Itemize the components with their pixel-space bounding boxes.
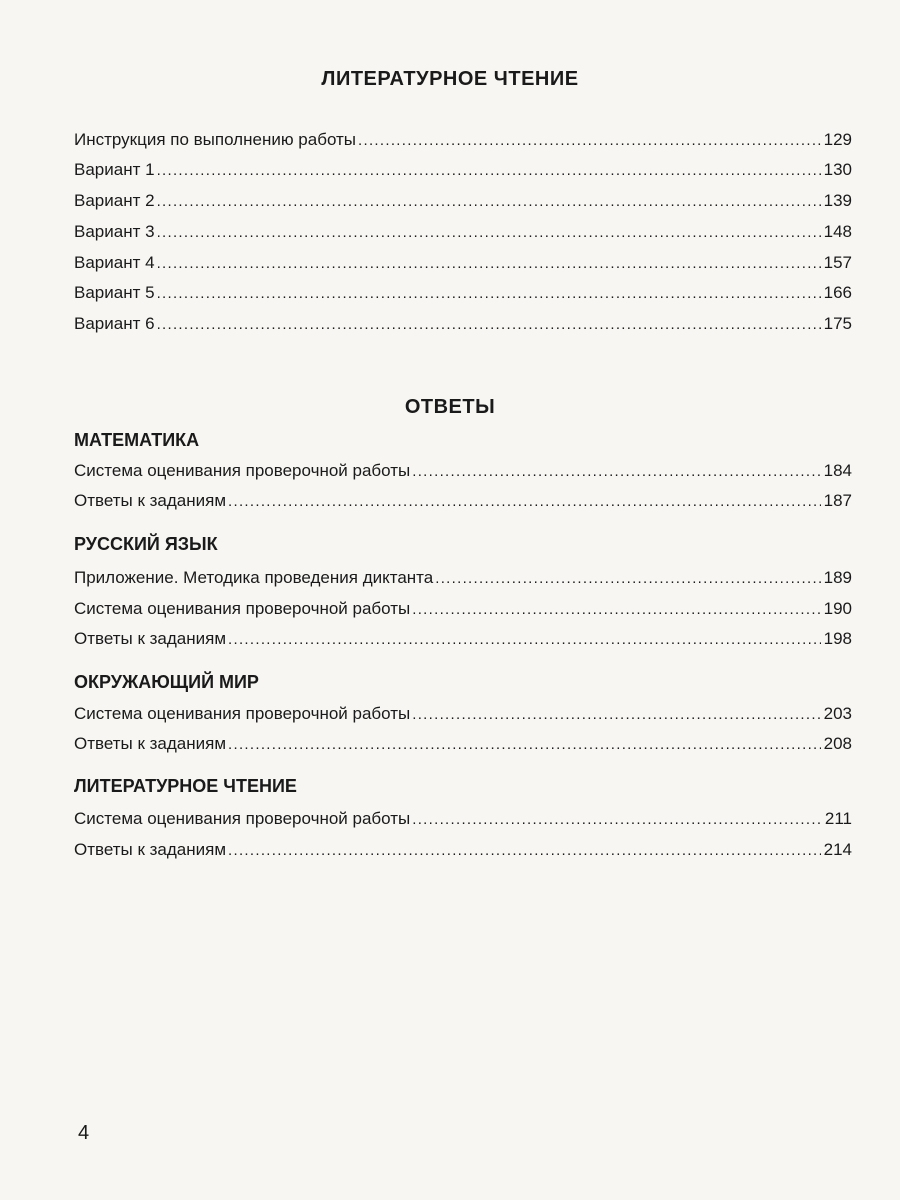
toc-entry-page: 203 xyxy=(823,704,852,723)
toc-row xyxy=(74,458,852,484)
dot-leader xyxy=(228,732,821,758)
toc-entry-page: 190 xyxy=(823,599,852,618)
toc-row xyxy=(74,157,852,183)
subject-heading: ОКРУЖАЮЩИЙ МИР xyxy=(74,672,259,692)
toc-row xyxy=(74,488,852,514)
toc-entry-page: 184 xyxy=(823,461,852,480)
dot-leader xyxy=(157,220,821,246)
toc-row xyxy=(74,731,852,757)
toc-row xyxy=(74,280,852,306)
toc-entry-page: 129 xyxy=(823,130,852,149)
toc-entry-page: 139 xyxy=(823,191,852,210)
section-title-literature: ЛИТЕРАТУРНОЕ ЧТЕНИЕ xyxy=(321,68,579,90)
toc-row xyxy=(74,311,852,337)
toc-entry-page: 166 xyxy=(823,283,852,302)
dot-leader xyxy=(157,189,821,215)
toc-entry-label: Инструкция по выполнению работы xyxy=(74,130,357,149)
dot-leader xyxy=(358,128,821,154)
toc-row xyxy=(74,250,852,276)
toc-entry-label: Система оценивания проверочной работы xyxy=(74,704,411,723)
answers-title: ОТВЕТЫ xyxy=(404,396,496,418)
toc-row xyxy=(74,596,852,622)
toc-entry-label: Вариант 4 xyxy=(74,253,155,272)
toc-row xyxy=(74,837,852,863)
toc-entry-label: Система оценивания проверочной работы xyxy=(74,599,411,618)
dot-leader xyxy=(412,597,820,623)
toc-row xyxy=(74,701,852,727)
dot-leader xyxy=(412,702,820,728)
subject-heading: ЛИТЕРАТУРНОЕ ЧТЕНИЕ xyxy=(74,776,297,796)
toc-entry-page: 130 xyxy=(823,160,852,179)
toc-entry-label: Вариант 6 xyxy=(74,314,155,333)
toc-entry-page: 157 xyxy=(823,253,852,272)
dot-leader xyxy=(228,627,821,653)
toc-row xyxy=(74,626,852,652)
toc-row xyxy=(74,806,852,832)
toc-entry-label: Система оценивания проверочной работы xyxy=(74,461,411,480)
page-number: 4 xyxy=(78,1122,90,1144)
toc-entry-page: 211 xyxy=(824,809,852,828)
toc-row xyxy=(74,565,852,591)
toc-entry-label: Ответы к заданиям xyxy=(74,734,227,753)
toc-entry-label: Вариант 1 xyxy=(74,160,155,179)
toc-entry-label: Вариант 3 xyxy=(74,222,155,241)
toc-entry-label: Ответы к заданиям xyxy=(74,629,227,648)
dot-leader xyxy=(435,566,820,592)
toc-entry-page: 189 xyxy=(823,568,852,587)
dot-leader xyxy=(412,459,820,485)
dot-leader xyxy=(157,312,821,338)
toc-row xyxy=(74,219,852,245)
toc-entry-label: Ответы к заданиям xyxy=(74,840,227,859)
toc-entry-page: 175 xyxy=(823,314,852,333)
toc-entry-page: 148 xyxy=(823,222,852,241)
dot-leader xyxy=(412,807,822,833)
toc-entry-page: 208 xyxy=(823,734,852,753)
dot-leader xyxy=(157,281,821,307)
subject-heading: МАТЕМАТИКА xyxy=(74,430,200,450)
toc-entry-label: Система оценивания проверочной работы xyxy=(74,809,411,828)
dot-leader xyxy=(228,489,821,515)
dot-leader xyxy=(157,251,821,277)
toc-entry-label: Вариант 2 xyxy=(74,191,155,210)
toc-entry-label: Ответы к заданиям xyxy=(74,491,227,510)
dot-leader xyxy=(228,838,821,864)
toc-entry-label: Вариант 5 xyxy=(74,283,155,302)
toc-entry-page: 214 xyxy=(823,840,852,859)
toc-row xyxy=(74,127,852,153)
toc-entry-page: 198 xyxy=(823,629,852,648)
subject-heading: РУССКИЙ ЯЗЫК xyxy=(74,534,218,554)
toc-entry-label: Приложение. Методика проведения диктанта xyxy=(74,568,434,587)
toc-row xyxy=(74,188,852,214)
toc-entry-page: 187 xyxy=(823,491,852,510)
dot-leader xyxy=(157,158,821,184)
